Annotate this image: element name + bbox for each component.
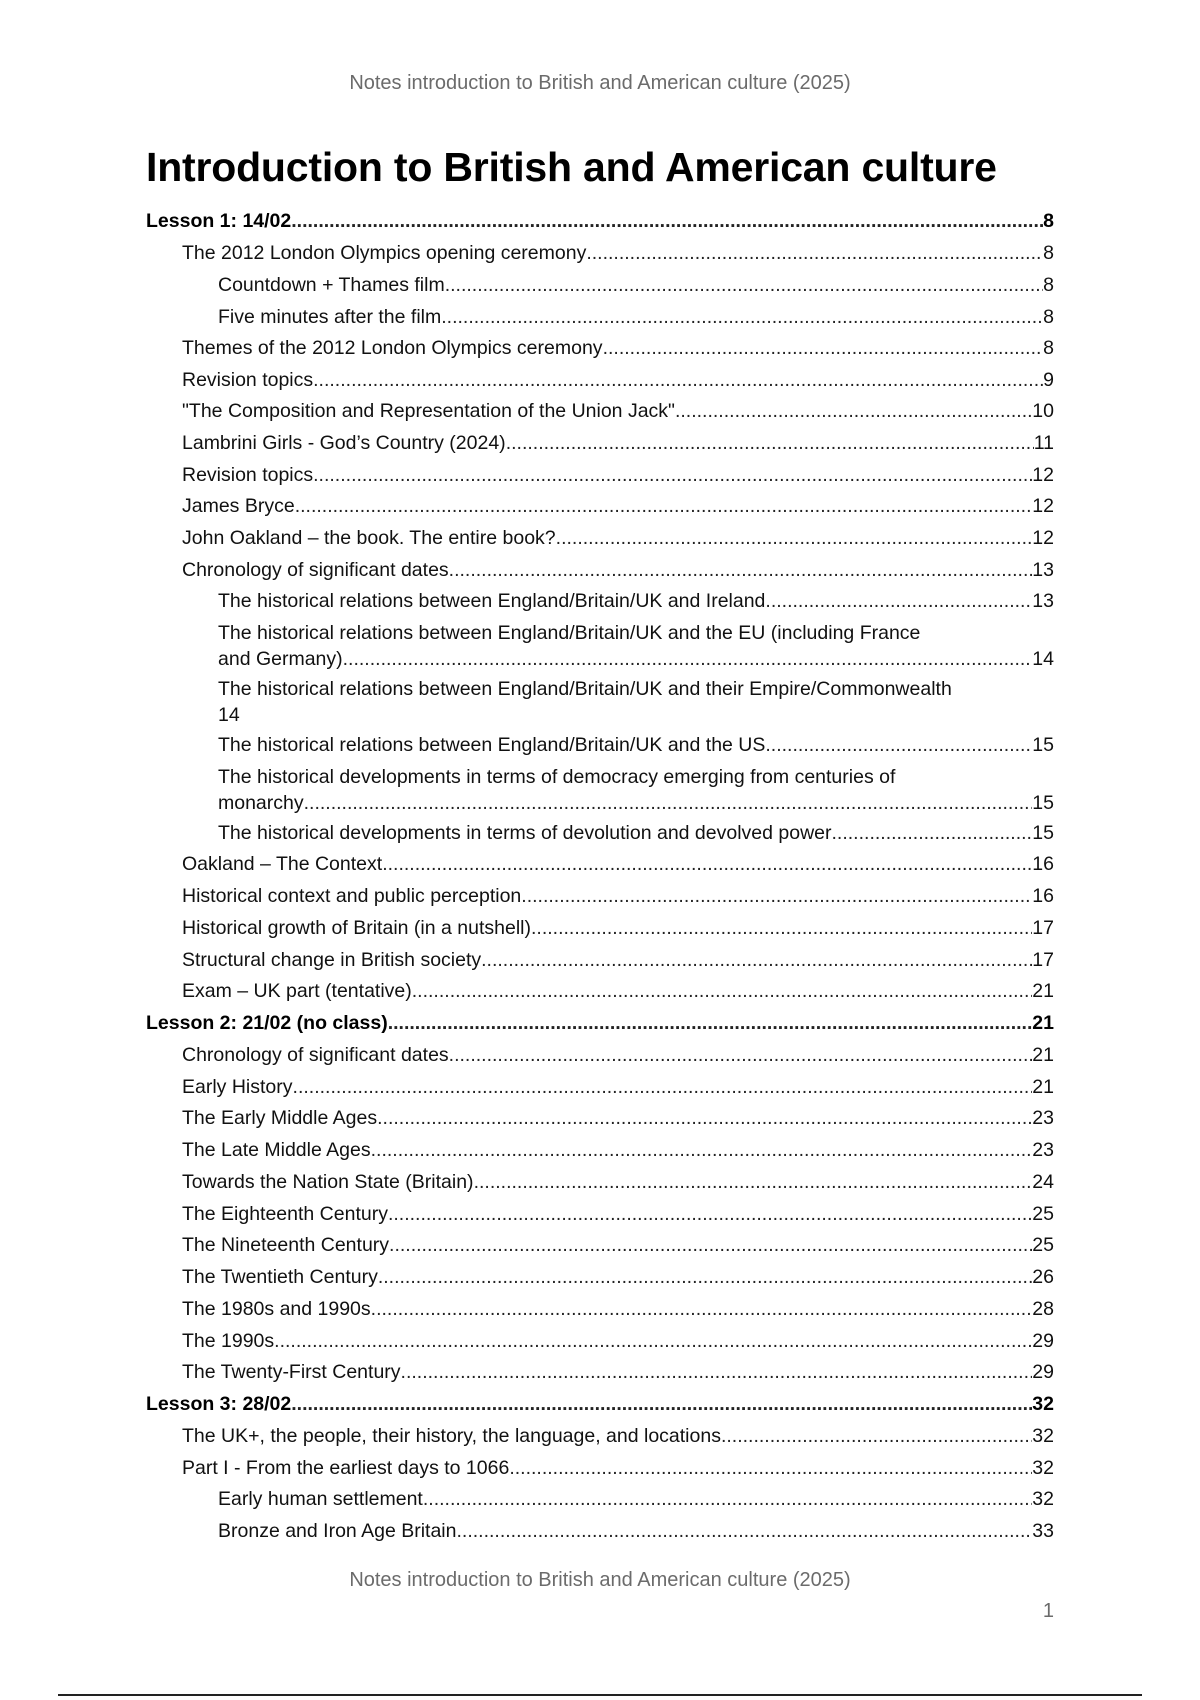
toc-entry-title: Revision topics (182, 369, 314, 391)
toc-entry[interactable] (182, 462, 1054, 488)
toc-entry[interactable] (182, 525, 1054, 551)
toc-dot-leader (765, 588, 1032, 614)
toc-page-number: 8 (1043, 274, 1054, 296)
toc-dot-leader (531, 915, 1032, 941)
page-footer: Notes introduction to British and American culture (2025) (349, 1569, 851, 1591)
toc-dot-leader (521, 883, 1032, 909)
toc-dot-leader (765, 732, 1032, 758)
toc-page-number: 13 (1032, 559, 1054, 581)
toc-dot-leader (721, 1423, 1032, 1449)
toc-entry-title-continued: monarchy (218, 792, 304, 814)
toc-entry-title: Part I - From the earliest days to 1066 (182, 1457, 510, 1479)
toc-entry[interactable] (182, 335, 1054, 361)
toc-dot-leader (603, 335, 1044, 361)
toc-page-number: 15 (1032, 822, 1054, 844)
toc-dot-leader (371, 1296, 1033, 1322)
toc-page-number: 28 (1032, 1298, 1054, 1320)
toc-dot-leader (378, 1264, 1032, 1290)
toc-entry-title: The UK+, the people, their history, the language, and locations (182, 1425, 721, 1447)
toc-dot-leader (343, 646, 1033, 672)
toc-dot-leader (509, 1455, 1032, 1481)
toc-entry[interactable] (218, 620, 1054, 672)
toc-entry[interactable] (182, 1074, 1054, 1100)
toc-entry-title: Lesson 3: 28/02 (146, 1393, 292, 1415)
page-header: Notes introduction to British and American culture (2025) (349, 72, 851, 94)
toc-entry-title: Oakland – The Context (182, 853, 383, 875)
toc-page-number: 9 (1043, 369, 1054, 391)
toc-entry[interactable] (218, 732, 1054, 758)
toc-page-number: 15 (1032, 792, 1054, 814)
toc-dot-leader (293, 1074, 1033, 1100)
toc-entry[interactable] (182, 1359, 1054, 1385)
toc-page-number: 29 (1032, 1330, 1054, 1352)
toc-entry[interactable] (182, 240, 1054, 266)
toc-entry-title-continued: 14 (218, 704, 240, 726)
toc-entry[interactable] (218, 588, 1054, 614)
toc-entry[interactable] (182, 1264, 1054, 1290)
toc-entry[interactable] (182, 398, 1054, 424)
toc-dot-leader (474, 1169, 1033, 1195)
toc-entry[interactable] (182, 1423, 1054, 1449)
toc-dot-leader (412, 978, 1033, 1004)
toc-entry-title: The historical relations between England/Britain/UK and the US (218, 734, 766, 756)
toc-dot-leader (382, 851, 1032, 877)
toc-page-number: 12 (1032, 527, 1054, 549)
toc-entry[interactable] (182, 493, 1054, 519)
toc-entry-title: The Nineteenth Century (182, 1234, 390, 1256)
toc-entry-title: The Early Middle Ages (182, 1107, 378, 1129)
toc-entry-title: Bronze and Iron Age Britain (218, 1520, 457, 1542)
toc-entry-title: The 1980s and 1990s (182, 1298, 371, 1320)
toc-page-number: 29 (1032, 1361, 1054, 1383)
toc-page-number: 32 (1032, 1457, 1054, 1479)
toc-dot-leader (586, 240, 1043, 266)
toc-entry-title: Chronology of significant dates (182, 1044, 449, 1066)
toc-page-number: 16 (1032, 885, 1054, 907)
toc-page-number: 8 (1043, 242, 1054, 264)
toc-entry[interactable] (182, 851, 1054, 877)
toc-entry[interactable] (182, 883, 1054, 909)
toc-dot-leader (445, 272, 1043, 298)
toc-dot-leader (388, 1010, 1033, 1036)
toc-entry-title: "The Composition and Representation of the Union Jack" (182, 400, 675, 422)
toc-entry-title: The historical developments in terms of democracy emerging from centuries of (218, 766, 896, 788)
document-title: Introduction to British and American culture (146, 144, 997, 190)
toc-entry[interactable] (218, 676, 1054, 728)
toc-page-number: 21 (1032, 1076, 1054, 1098)
toc-entry-title: The Eighteenth Century (182, 1203, 388, 1225)
page-bottom-rule (58, 1694, 1142, 1696)
toc-dot-leader (832, 820, 1033, 846)
toc-page-number: 15 (1032, 734, 1054, 756)
toc-entry-title: The 2012 London Olympics opening ceremony (182, 242, 587, 264)
toc-entry[interactable] (218, 820, 1054, 846)
toc-entry-title: Lambrini Girls - God’s Country (2024) (182, 432, 506, 454)
toc-page-number: 25 (1032, 1234, 1054, 1256)
toc-page-number: 14 (1032, 648, 1054, 670)
toc-page-number: 8 (1043, 306, 1054, 328)
toc-page-number: 16 (1032, 853, 1054, 875)
toc-entry-title: Themes of the 2012 London Olympics ceremony (182, 337, 603, 359)
toc-page-number: 26 (1032, 1266, 1054, 1288)
toc-dot-leader (291, 208, 1043, 234)
toc-dot-leader (377, 1105, 1032, 1131)
toc-entry-title-continued: and Germany) (218, 648, 343, 670)
toc-page-number: 11 (1033, 432, 1054, 454)
toc-entry[interactable] (182, 1232, 1054, 1258)
toc-page-number: 24 (1032, 1171, 1054, 1193)
toc-entry-title: The historical developments in terms of devolution and devolved power (218, 822, 832, 844)
toc-page-number: 21 (1032, 980, 1054, 1002)
toc-dot-leader (441, 304, 1043, 330)
toc-dot-leader (556, 525, 1033, 551)
toc-dot-leader (304, 790, 1033, 816)
toc-page-number: 13 (1032, 590, 1054, 612)
toc-dot-leader (449, 1042, 1033, 1068)
toc-entry-title: Early human settlement (218, 1488, 423, 1510)
toc-entry-title: Lesson 1: 14/02 (146, 210, 292, 232)
toc-entry[interactable] (182, 1105, 1054, 1131)
toc-page-number: 32 (1032, 1393, 1054, 1415)
toc-page-number: 12 (1032, 464, 1054, 486)
toc-page-number: 21 (1032, 1012, 1054, 1034)
toc-entry[interactable] (218, 304, 1054, 330)
toc-dot-leader (457, 1518, 1033, 1544)
toc-page-number: 32 (1032, 1425, 1054, 1447)
toc-dot-leader (449, 557, 1033, 583)
toc-page-number: 23 (1032, 1107, 1054, 1129)
toc-entry-title: The historical relations between England/Britain/UK and the EU (including France (218, 622, 921, 644)
toc-entry[interactable] (218, 1486, 1054, 1512)
toc-entry-title: James Bryce (182, 495, 295, 517)
toc-entry-title: Countdown + Thames film (218, 274, 445, 296)
toc-entry[interactable] (182, 1201, 1054, 1227)
toc-entry-title: Towards the Nation State (Britain) (182, 1171, 474, 1193)
toc-dot-leader (423, 1486, 1032, 1512)
toc-entry-title: The Twenty-First Century (182, 1361, 401, 1383)
toc-page-number: 12 (1032, 495, 1054, 517)
toc-page-number: 23 (1032, 1139, 1054, 1161)
toc-dot-leader (313, 367, 1043, 393)
toc-entry[interactable] (182, 915, 1054, 941)
toc-dot-leader (313, 462, 1032, 488)
toc-entry-title: Historical growth of Britain (in a nutshell) (182, 917, 531, 939)
toc-entry-title: Exam – UK part (tentative) (182, 980, 412, 1002)
toc-entry[interactable] (182, 367, 1054, 393)
toc-page-number: 17 (1032, 949, 1054, 971)
toc-entry-title: Lesson 2: 21/02 (no class) (146, 1012, 388, 1034)
toc-dot-leader (371, 1137, 1033, 1163)
toc-entry[interactable] (182, 1328, 1054, 1354)
toc-entry[interactable] (146, 1391, 1054, 1417)
toc-dot-leader (291, 1391, 1032, 1417)
toc-entry[interactable] (218, 764, 1054, 816)
toc-page-number: 10 (1032, 400, 1054, 422)
toc-dot-leader (506, 430, 1034, 456)
toc-dot-leader (401, 1359, 1033, 1385)
toc-entry-title: The Twentieth Century (182, 1266, 378, 1288)
toc-page-number: 33 (1032, 1520, 1054, 1542)
toc-entry-title: Revision topics (182, 464, 314, 486)
toc-page-number: 8 (1043, 210, 1054, 232)
toc-dot-leader (388, 1201, 1032, 1227)
toc-entry[interactable] (182, 1455, 1054, 1481)
toc-entry-title: The 1990s (182, 1330, 275, 1352)
toc-entry[interactable] (218, 272, 1054, 298)
toc-entry-title: Five minutes after the film (218, 306, 442, 328)
toc-entry-title: The historical relations between England/Britain/UK and their Empire/Commonwealth (218, 678, 952, 700)
page-number: 1 (1042, 1600, 1054, 1622)
toc-dot-leader (675, 398, 1032, 424)
toc-page-number: 21 (1032, 1044, 1054, 1066)
toc-dot-leader (295, 493, 1033, 519)
toc-entry-title: Structural change in British society (182, 949, 482, 971)
toc-entry[interactable] (182, 430, 1054, 456)
toc-entry-title: John Oakland – the book. The entire book? (182, 527, 556, 549)
toc-entry[interactable] (182, 1296, 1054, 1322)
toc-entry[interactable] (182, 1042, 1054, 1068)
toc-dot-leader (274, 1328, 1032, 1354)
toc-entry[interactable] (146, 208, 1054, 234)
toc-page-number: 17 (1032, 917, 1054, 939)
toc-entry[interactable] (218, 1518, 1054, 1544)
toc-entry-title: The Late Middle Ages (182, 1139, 371, 1161)
toc-page-number: 8 (1043, 337, 1054, 359)
toc-entry[interactable] (182, 1137, 1054, 1163)
toc-entry-title: Chronology of significant dates (182, 559, 449, 581)
toc-entry[interactable] (182, 557, 1054, 583)
toc-entry[interactable] (182, 978, 1054, 1004)
toc-dot-leader (389, 1232, 1032, 1258)
toc-entry-title: The historical relations between England/Britain/UK and Ireland (218, 590, 766, 612)
toc-entry[interactable] (146, 1010, 1054, 1036)
toc-dot-leader (481, 947, 1032, 973)
toc-entry[interactable] (182, 1169, 1054, 1195)
toc-page-number: 25 (1032, 1203, 1054, 1225)
toc-entry-title: Historical context and public perception (182, 885, 522, 907)
toc-page-number: 32 (1032, 1488, 1054, 1510)
toc-entry-title: Early History (182, 1076, 293, 1098)
toc-entry[interactable] (182, 947, 1054, 973)
